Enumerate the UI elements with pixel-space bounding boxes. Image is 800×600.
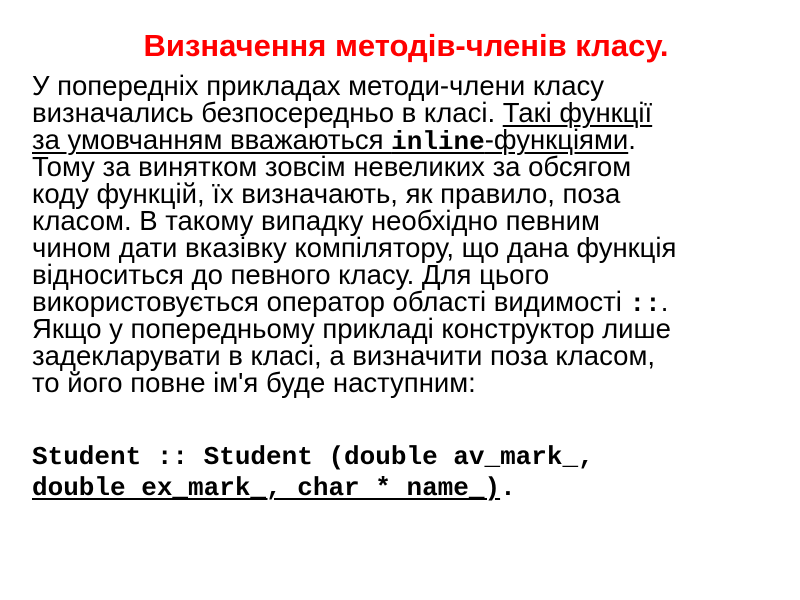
line-text: .: [628, 124, 636, 155]
scope-operator: ::: [629, 289, 661, 319]
line-text: то його повне ім'я буде наступним:: [32, 367, 476, 398]
code-line-end: .: [500, 473, 516, 503]
underlined-text: Такі функції: [502, 97, 653, 128]
body-line-11: [32, 342, 772, 369]
body-line-4: [32, 153, 772, 180]
underlined-part: -функціями: [484, 124, 629, 155]
underlined-part: за умовчанням вважаються: [32, 124, 392, 155]
body-line-2: [32, 99, 772, 126]
body-line-3: [32, 124, 772, 157]
line-text: коду функцій, їх визначають, як правило, поза: [32, 178, 621, 209]
line-text: У попередніх прикладах методи-члени класу: [32, 70, 605, 101]
code-line-2: [32, 473, 792, 504]
slide-body: [32, 72, 772, 396]
line-text: задекларувати в класі, а визначити поза класом,: [32, 340, 655, 371]
body-line-9: [32, 286, 772, 319]
body-line-1: [32, 72, 772, 99]
line-text: .: [660, 286, 669, 317]
line-text: класом. В такому випадку необхідно певним: [32, 205, 600, 236]
code-underlined: double ex_mark_, char * name_): [32, 473, 501, 503]
slide-title: Визначення методів-членів класу.: [143, 28, 669, 63]
line-text: Якщо у попередньому прикладі конструктор лише: [32, 313, 671, 344]
line-text: використовується оператор області видимості: [32, 286, 630, 317]
body-line-8: [32, 261, 772, 288]
body-line-6: [32, 207, 772, 234]
inline-keyword: inline: [391, 127, 485, 157]
body-line-7: [32, 234, 772, 261]
line-text: Тому за винятком зовсім невеликих за обсягом: [32, 151, 632, 182]
code-example: [32, 442, 792, 504]
line-text: відноситься до певного класу. Для цього: [32, 259, 550, 290]
line-text: визначались безпосередньо в класі.: [32, 97, 503, 128]
body-line-5: [32, 180, 772, 207]
line-text: чином дати вказівку компілятору, що дана функція: [32, 232, 677, 263]
body-line-12: [32, 369, 772, 396]
code-line-1: Student :: Student (double av_mark_,: [32, 442, 594, 472]
body-line-10: [32, 315, 772, 342]
